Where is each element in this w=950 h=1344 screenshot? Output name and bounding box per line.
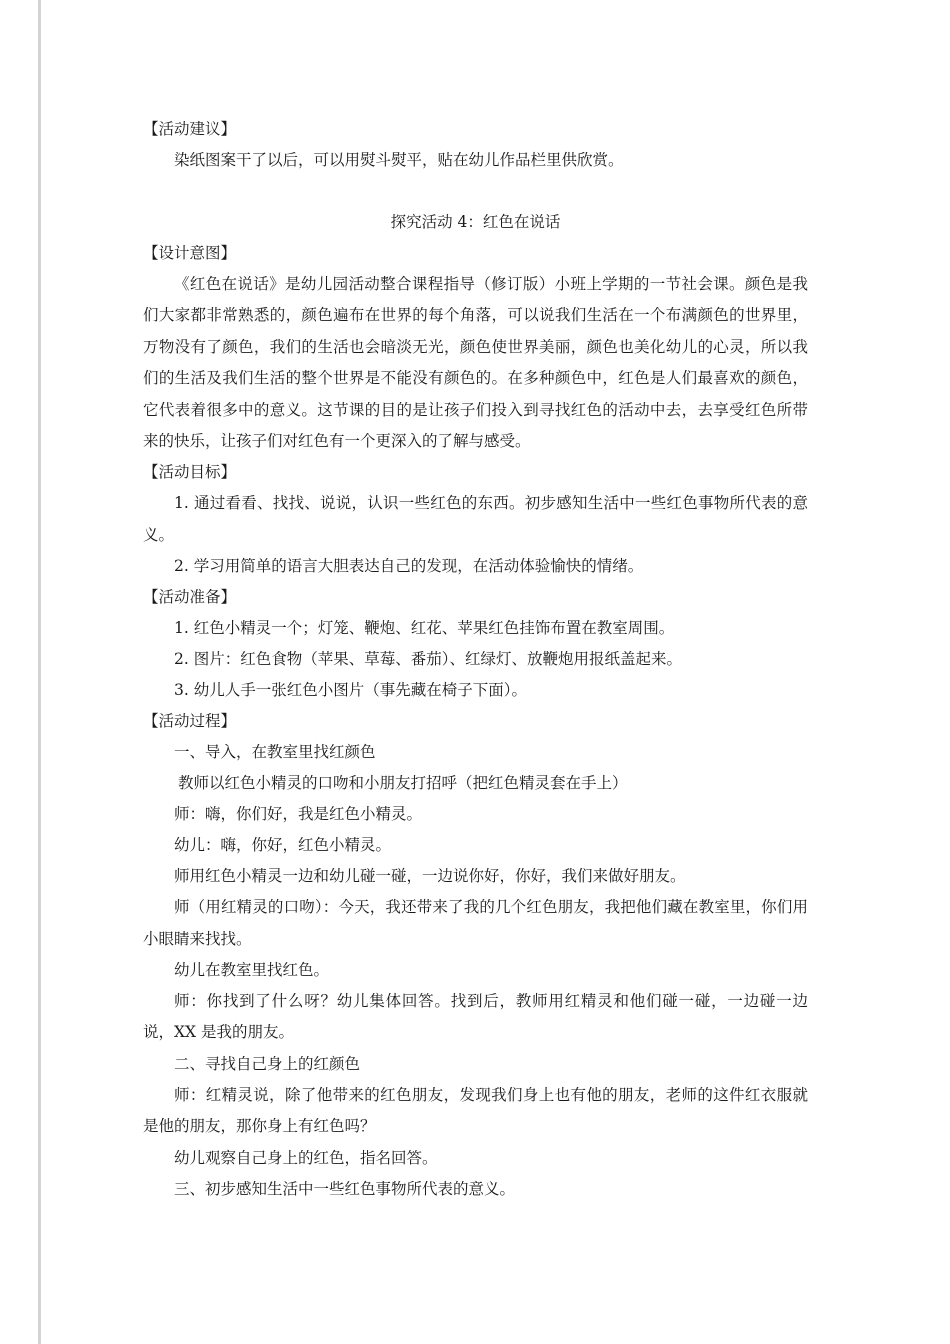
process-step-2: 二、寻找自己身上的红颜色: [174, 1054, 361, 1073]
design-paragraph: 《红色在说话》是幼儿园活动整合课程指导（修订版）小班上学期的一节社会课。颜色是我们大家都非常熟悉的，颜色遍布在世界的每个角落，可以说我们生活在一个布满颜色的世界里，万物没有了颜色，我们的生活也会暗淡无光，颜色使世界美丽，颜色也美化幼儿的心灵，所以我们的生活及我们生活的整个世界是不能没有颜色的。在多种颜色中，红色是人们最喜欢的颜色，它代表着很多中的意义。这节课的目的是让孩子们投入到寻找红色的活动中去，去享受红色所带来的快乐，让孩子们对红色有一个更深入的了解与感受。: [143, 275, 808, 451]
prep-item-1: 1. 红色小精灵一个；灯笼、鞭炮、红花、苹果红色挂饰布置在教室周围。: [174, 619, 675, 638]
goal-item-2: 2. 学习用简单的语言大胆表达自己的发现，在活动体验愉快的情绪。: [174, 557, 644, 576]
process-paragraph: 师：你找到了什么呀？幼儿集体回答。找到后，教师用红精灵和他们碰一碰，一边碰一边说，XX 是我的朋友。: [143, 992, 808, 1042]
goals-heading: 【活动目标】: [143, 463, 237, 482]
goal-item-1: 1. 通过看看、找找、说说，认识一些红色的东西。初步感知生活中一些红色事物所代表的意义。: [143, 494, 808, 544]
suggestion-text: 染纸图案干了以后，可以用熨斗熨平，贴在幼儿作品栏里供欣赏。: [174, 151, 624, 169]
process-paragraph: 师用红色小精灵一边和幼儿碰一碰，一边说你好，你好，我们来做好朋友。: [174, 867, 686, 886]
activity-title: 探究活动 4：红色在说话: [390, 213, 561, 231]
design-heading: 【设计意图】: [143, 244, 237, 262]
process-step-1: 一、导入，在教室里找红颜色: [174, 743, 376, 762]
process-heading: 【活动过程】: [143, 712, 237, 731]
process-paragraph: 幼儿观察自己身上的红色，指名回答。: [174, 1148, 438, 1167]
process-step-3: 三、初步感知生活中一些红色事物所代表的意义。: [174, 1179, 516, 1198]
process-paragraph: 师：嗨，你们好，我是红色小精灵。: [174, 805, 423, 824]
process-paragraph: 师（用红精灵的口吻）：今天，我还带来了我的几个红色朋友，我把他们藏在教室里，你们用小眼睛来找找。: [143, 898, 808, 948]
prep-item-3: 3. 幼儿人手一张红色小图片（事先藏在椅子下面）。: [174, 681, 527, 700]
process-paragraph: 幼儿在教室里找红色。: [174, 961, 330, 980]
page-left-border: [38, 0, 41, 1344]
process-paragraph: 师：红精灵说，除了他带来的红色朋友，发现我们身上也有他的朋友，老师的这件红衣服就是他的朋友，那你身上有红色吗？: [143, 1085, 808, 1136]
spacer: [143, 176, 808, 207]
process-paragraph: 教师以红色小精灵的口吻和小朋友打招呼（把红色精灵套在手上）: [178, 774, 628, 793]
suggestion-heading: 【活动建议】: [143, 120, 237, 138]
prep-heading: 【活动准备】: [143, 588, 237, 607]
prep-item-2: 2. 图片：红色食物（苹果、草莓、番茄）、红绿灯、放鞭炮用报纸盖起来。: [174, 650, 682, 669]
process-paragraph: 幼儿：嗨，你好，红色小精灵。: [174, 836, 392, 855]
document-body: [143, 114, 808, 1205]
